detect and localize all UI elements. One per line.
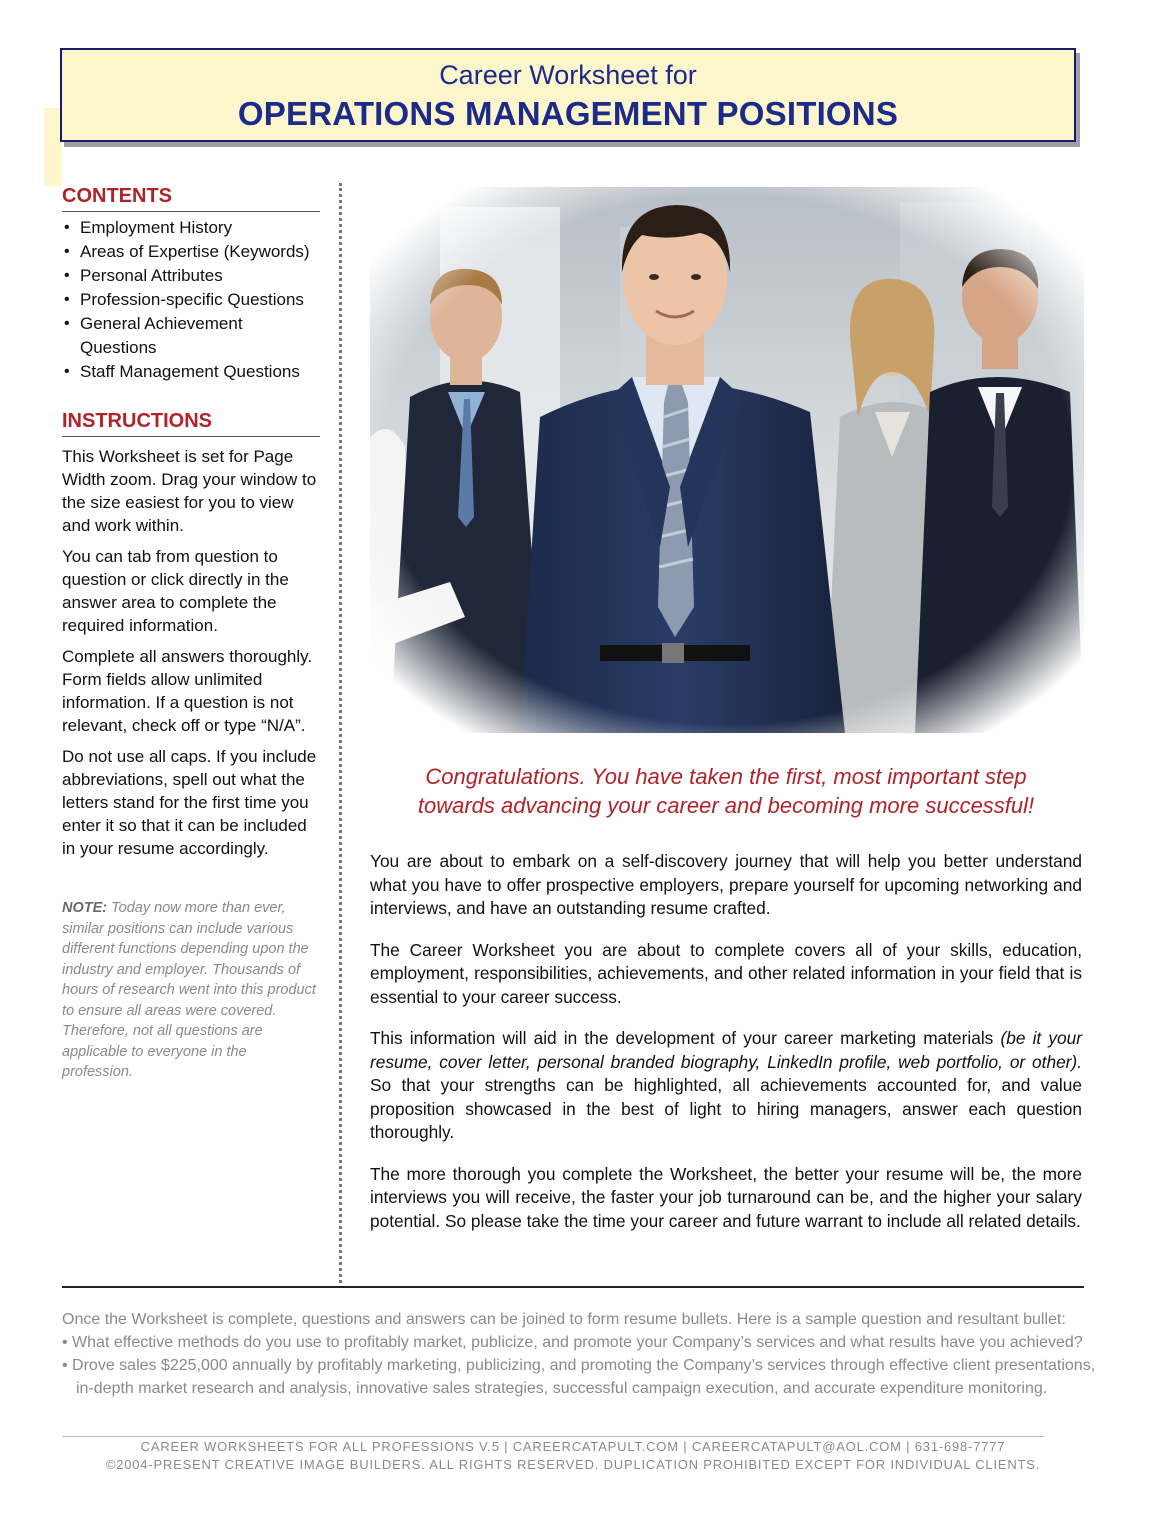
instruction-paragraph: Complete all answers thoroughly. Form fields allow unlimited information. If a question is not relevant, check off or type “N/A”. — [62, 647, 313, 735]
sample-question: • What effective methods do you use to profitably market, publicize, and promote your Company’s services and what results have you achieved? — [62, 1334, 1083, 1351]
note-label: NOTE: — [62, 900, 108, 916]
intro-paragraph-1: You are about to embark on a self-discovery journey that will help you better understand what you have to offer prospective employers, prepare yourself for upcoming networking and interviews, and have an outstanding resume crafted. — [370, 851, 1082, 918]
sample-bullet-section — [62, 1308, 1102, 1400]
p3-text-b: So that your strengths can be highlighted, all achievements accounted for, and value proposition showcased in the best of light to hiring managers, answer each question thoroughly. — [370, 1075, 1082, 1142]
note-text: Today now more than ever, similar positions can include various different functions depending upon the industry and employer. Thousands of hours of research went into this product to ensure all areas were covered. Therefore, not all questions are applicable to everyone in the profession. — [62, 900, 316, 1080]
section-divider — [62, 1286, 1084, 1288]
sidebar — [62, 183, 320, 1083]
sample-intro: Once the Worksheet is complete, questions and answers can be joined to form resume bullets. Here is a sample question and resultant bullet: — [62, 1311, 1066, 1328]
title-banner — [44, 48, 1079, 146]
title-line-2: OPERATIONS MANAGEMENT POSITIONS — [237, 95, 899, 132]
footer-divider — [62, 1436, 1044, 1437]
note-block — [62, 898, 320, 1083]
contents-item-personal-attributes: • Personal Attributes — [62, 264, 320, 288]
contents-heading: CONTENTS — [62, 183, 320, 212]
congrats-line-2: towards advancing your career and becoming more successful! — [417, 793, 1035, 818]
intro-paragraph-4: The more thorough you complete the Worksheet, the better your resume will be, the more interviews you will receive, the faster your job turnaround can be, and the higher your salary potential. So please take the time your career and future warrant to include all related details. — [370, 1163, 1082, 1231]
sample-bullet-line-1: • Drove sales $225,000 annually by profitably marketing, publicizing, and promoting the Company’s services through effective client presentations, — [62, 1357, 1096, 1374]
congrats-line-1: Congratulations. You have taken the first, most important step — [425, 764, 1027, 789]
title-line-1: Career Worksheet for — [439, 60, 697, 90]
contents-item-staff-management: • Staff Management Questions — [62, 360, 320, 384]
footer-line-1: CAREER WORKSHEETS FOR ALL PROFESSIONS V.5 | CAREERCATAPULT.COM | CAREERCATAPULT@AOL.COM | 631-698-7777 — [140, 1439, 1006, 1454]
main-content — [370, 762, 1082, 1233]
intro-paragraph-2: The Career Worksheet you are about to complete covers all of your skills, education, employment, responsibilities, achievements, and other related information in your field that is essential to your career success. — [370, 939, 1082, 1007]
p3-text-a: This information will aid in the development of your career marketing materials — [370, 1028, 1001, 1048]
contents-item-areas-of-expertise: • Areas of Expertise (Keywords) — [62, 240, 320, 264]
footer — [62, 1438, 1084, 1474]
congratulations-message — [370, 762, 1082, 820]
instruction-paragraph: You can tab from question to question or click directly in the answer area to complete the required information. — [62, 547, 289, 635]
contents-item-general-achievement: • General Achievement Questions — [62, 312, 320, 360]
contents-list — [62, 216, 320, 384]
contents-item-profession-questions: • Profession-specific Questions — [62, 288, 320, 312]
title-box — [60, 48, 1076, 142]
instruction-paragraph: This Worksheet is set for Page Width zoom. Drag your window to the size easiest for you to view and work within. — [62, 447, 317, 535]
intro-paragraph-3 — [370, 1027, 1082, 1145]
sample-bullet-line-2: in-depth market research and analysis, innovative sales strategies, successful campaign execution, and accurate expenditure monitoring. — [76, 1380, 1048, 1397]
team-photo — [370, 187, 1084, 733]
p3-text-italic: (be it your resume, cover letter, personal branded biography, LinkedIn profile, web portfolio, or other). — [370, 1028, 1082, 1072]
instructions-heading: INSTRUCTIONS — [62, 408, 320, 437]
contents-item-employment-history: • Employment History — [62, 216, 320, 240]
column-divider — [339, 183, 342, 1283]
footer-line-2: ©2004-PRESENT CREATIVE IMAGE BUILDERS. ALL RIGHTS RESERVED. DUPLICATION PROHIBITED EXCEPT FOR INDIVIDUAL CLIENTS. — [105, 1457, 1041, 1472]
instruction-paragraph: Do not use all caps. If you include abbreviations, spell out what the letters stand for the first time you enter it so that it can be included in your resume accordingly. — [62, 747, 317, 858]
